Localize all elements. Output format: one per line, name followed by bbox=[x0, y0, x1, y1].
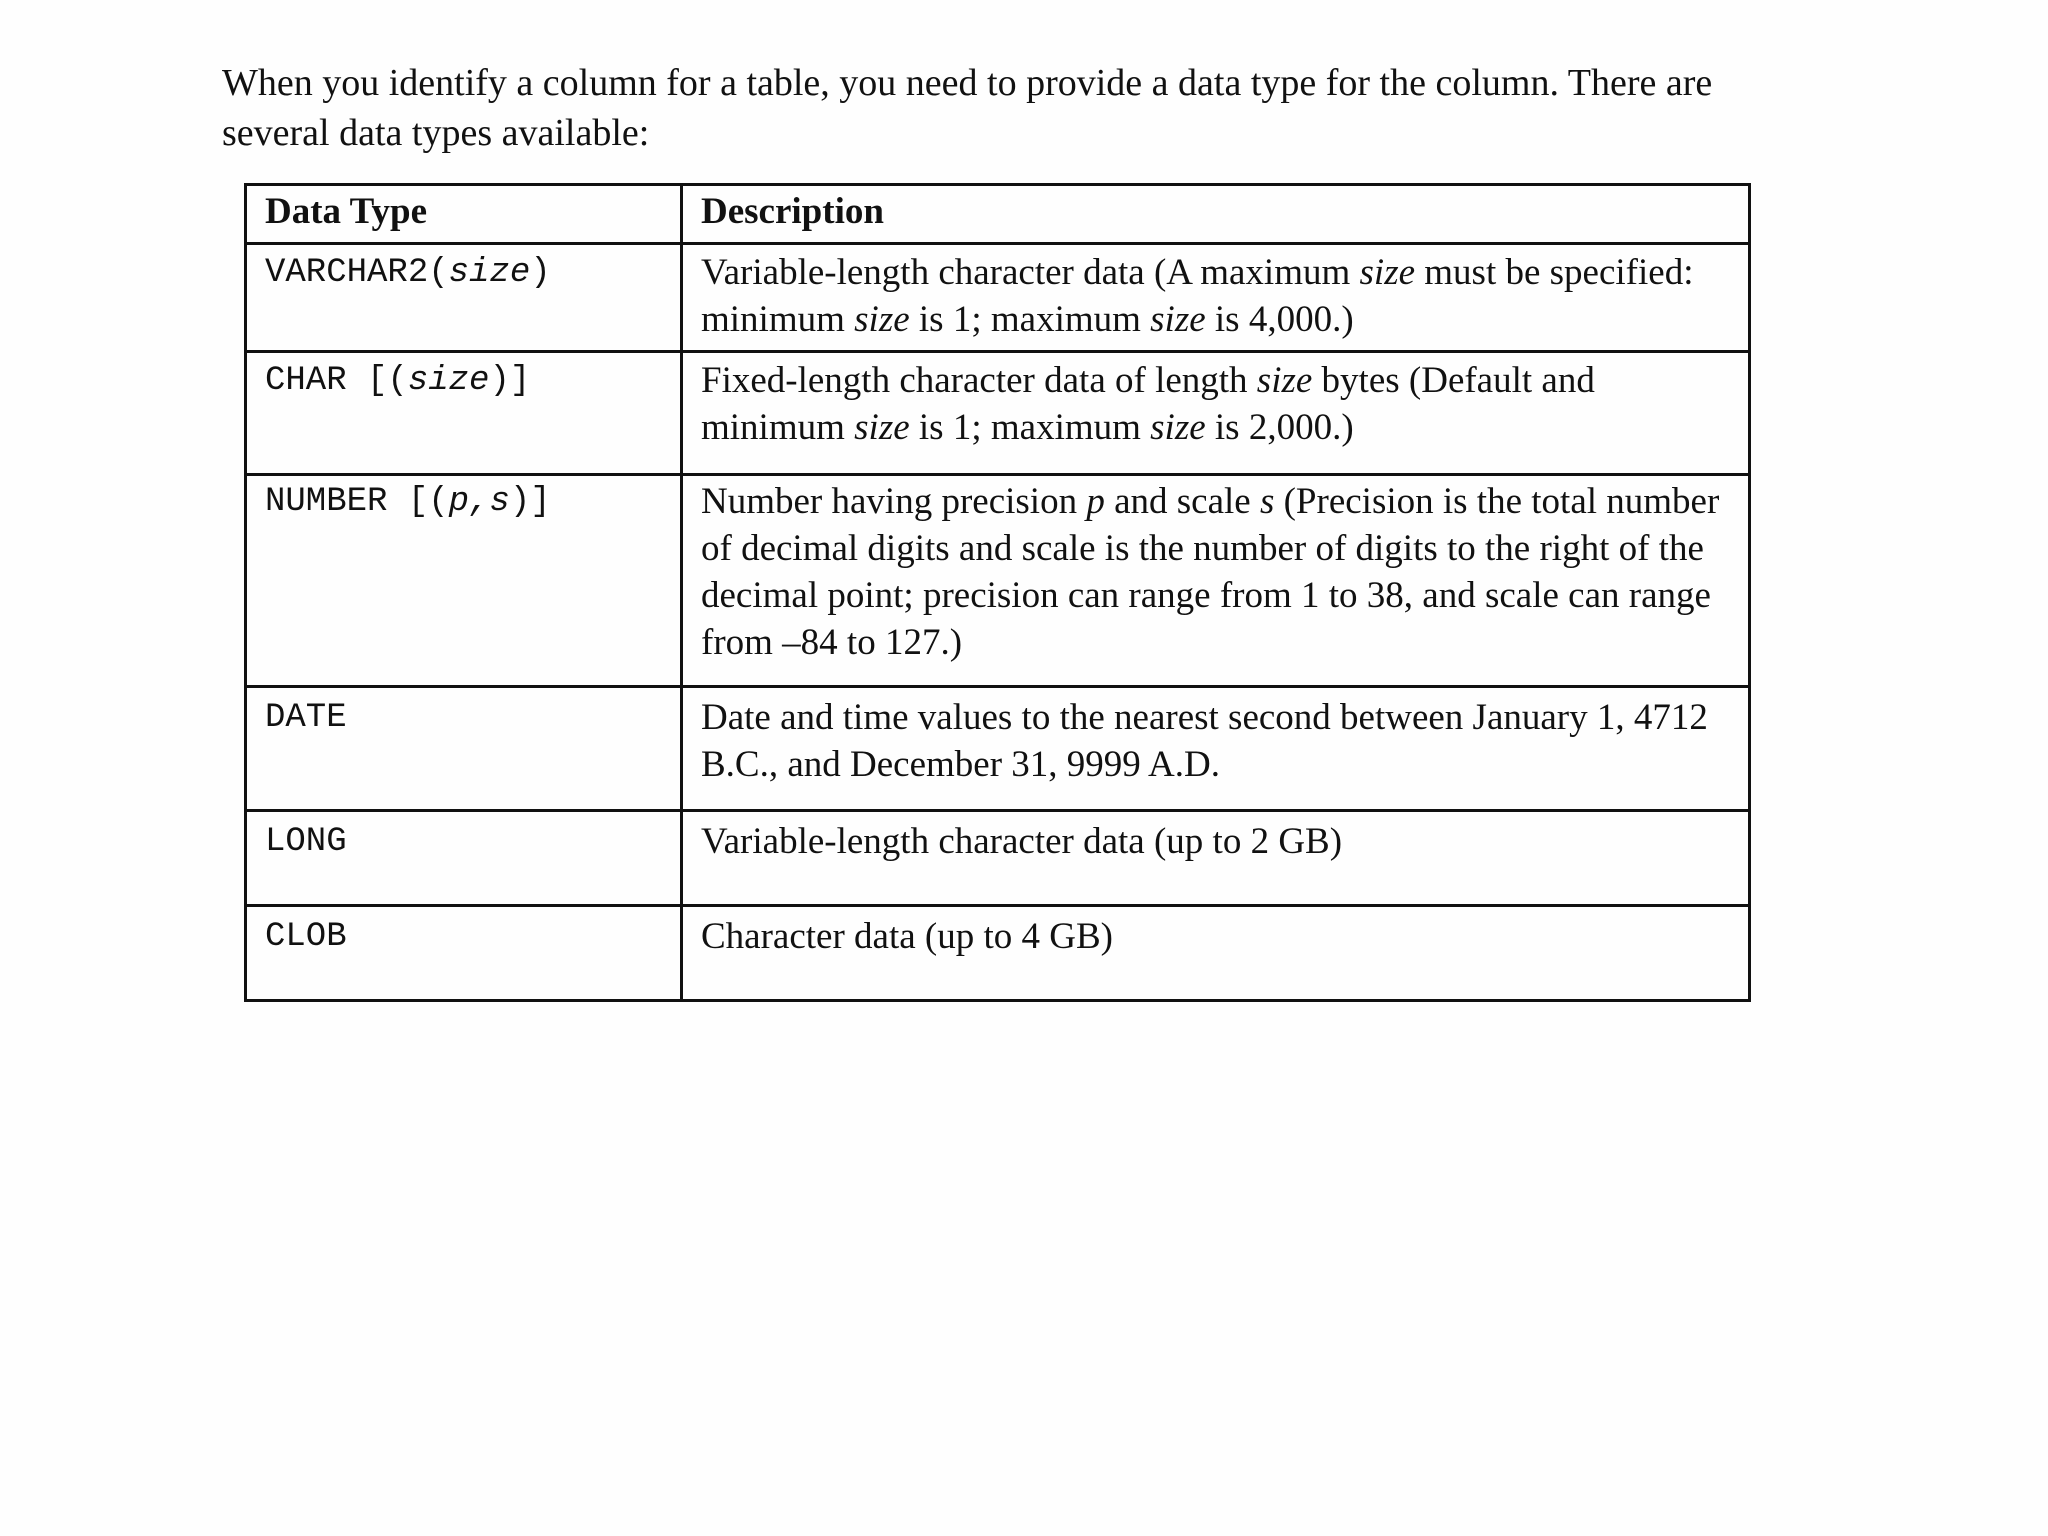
type-name: NUMBER [( bbox=[265, 483, 449, 521]
desc-italic: size bbox=[854, 299, 910, 340]
data-type-cell: CLOB bbox=[246, 906, 682, 1001]
table-row-date bbox=[246, 687, 1750, 811]
data-type-cell: DATE bbox=[246, 687, 682, 811]
type-param: size bbox=[448, 254, 531, 292]
table-row-number bbox=[246, 475, 1750, 687]
desc-text: is 4,000.) bbox=[1205, 299, 1354, 340]
type-close-paren: )] bbox=[489, 362, 531, 400]
table-row-char bbox=[246, 352, 1750, 475]
type-param: size bbox=[407, 362, 490, 400]
description-cell: Date and time values to the nearest second between January 1, 4712 B.C., and December 31, 9999 A.D. bbox=[682, 687, 1750, 811]
description-cell: Variable-length character data (up to 2 GB) bbox=[682, 811, 1750, 906]
data-type-cell: LONG bbox=[246, 811, 682, 906]
description-cell bbox=[682, 352, 1750, 475]
type-close-paren: ) bbox=[530, 254, 551, 292]
type-name: CHAR [( bbox=[265, 362, 408, 400]
desc-italic: size bbox=[1150, 299, 1206, 340]
type-name: VARCHAR2 bbox=[265, 254, 429, 292]
desc-text: bytes (Default and minimum bbox=[701, 360, 1595, 448]
table-row-varchar2 bbox=[246, 244, 1750, 352]
intro-paragraph bbox=[222, 58, 1862, 158]
table-header-row bbox=[246, 185, 1750, 244]
type-param: p,s bbox=[448, 483, 510, 521]
data-types-table bbox=[244, 183, 1751, 1002]
desc-text: is 1; maximum bbox=[909, 407, 1151, 448]
desc-text: Variable-length character data (A maximum bbox=[701, 252, 1360, 293]
desc-text: is 2,000.) bbox=[1205, 407, 1354, 448]
desc-text: Number having precision bbox=[701, 481, 1087, 522]
header-data-type: Data Type bbox=[246, 185, 682, 244]
desc-italic: size bbox=[1150, 407, 1206, 448]
intro-line-1: When you identify a column for a table, you need to provide a data type for the column. There are bbox=[222, 62, 1713, 104]
desc-text: Fixed-length character data of length bbox=[701, 360, 1257, 401]
type-open-paren: ( bbox=[428, 254, 449, 292]
data-type-cell bbox=[246, 352, 682, 475]
table-row-long bbox=[246, 811, 1750, 906]
desc-text: and scale bbox=[1104, 481, 1260, 522]
type-close-paren: )] bbox=[509, 483, 551, 521]
intro-line-2: several data types available: bbox=[222, 112, 650, 154]
desc-italic: size bbox=[1359, 252, 1416, 293]
description-cell: Character data (up to 4 GB) bbox=[682, 906, 1750, 1001]
desc-italic: size bbox=[1256, 360, 1313, 401]
description-cell bbox=[682, 475, 1750, 687]
data-type-cell bbox=[246, 475, 682, 687]
table-row-clob bbox=[246, 906, 1750, 1001]
desc-text: (Precision is the total number of decimal digits and scale is the number of digits to the right of the decimal point; precision can range from 1 to 38, and scale can range from –84 to 127.) bbox=[701, 481, 1720, 663]
desc-italic: size bbox=[854, 407, 910, 448]
desc-italic: p bbox=[1086, 481, 1105, 522]
desc-text: must be specified: minimum bbox=[701, 252, 1694, 340]
description-cell bbox=[682, 244, 1750, 352]
desc-italic: s bbox=[1259, 481, 1275, 522]
data-type-cell bbox=[246, 244, 682, 352]
header-description: Description bbox=[682, 185, 1750, 244]
desc-text: is 1; maximum bbox=[909, 299, 1151, 340]
